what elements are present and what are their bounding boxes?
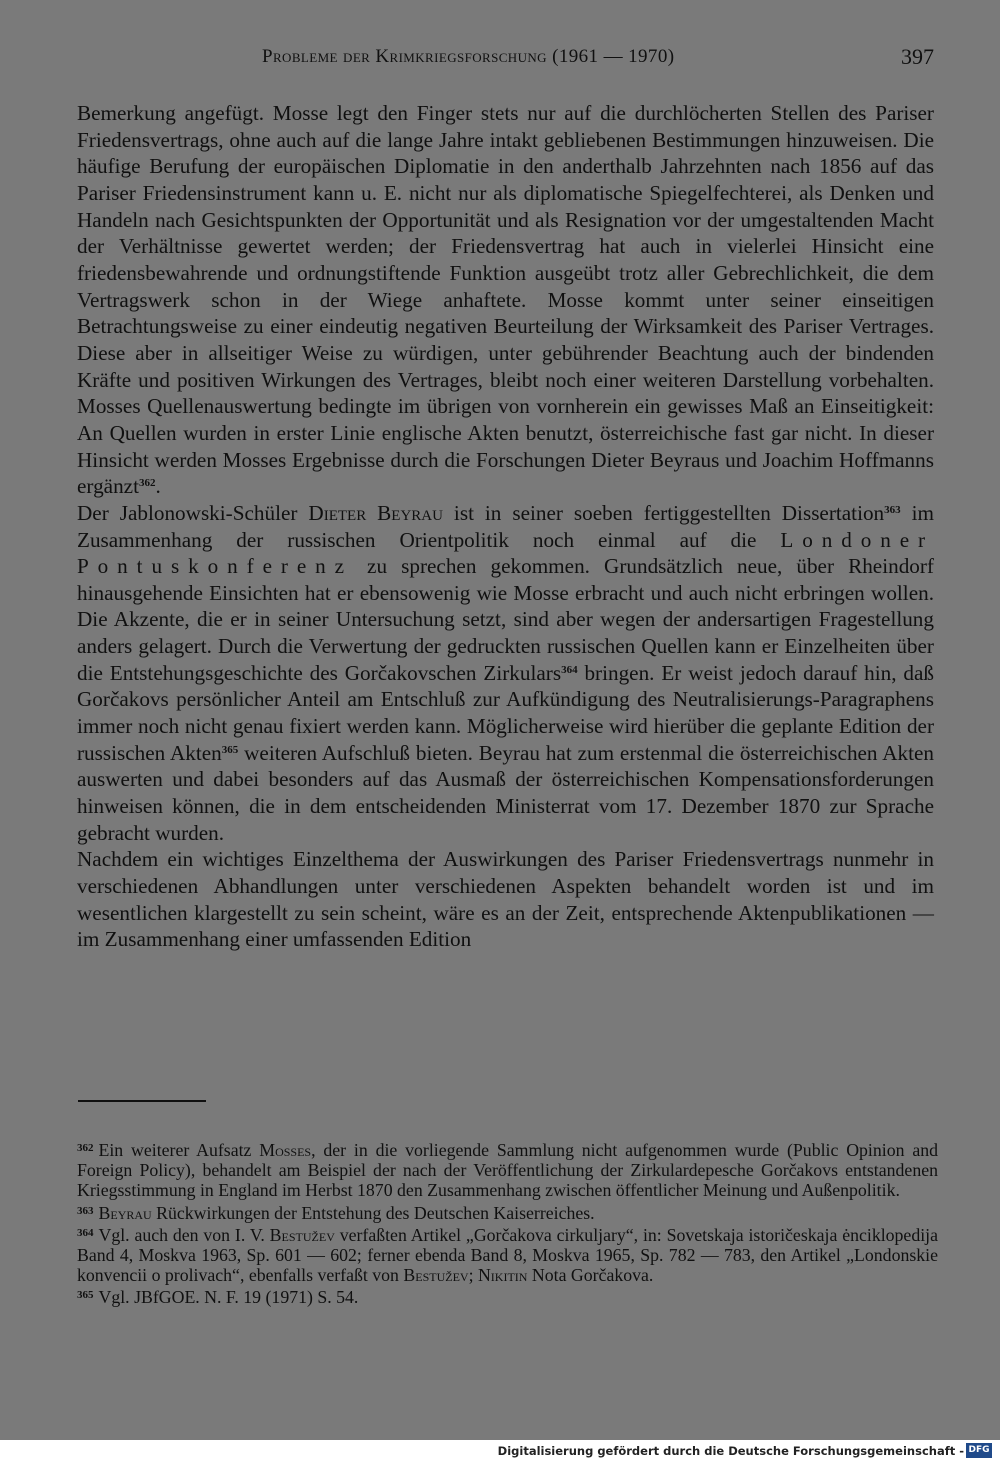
footnote-number: 364 bbox=[77, 1226, 94, 1239]
paragraph-text: ist in seiner soeben fertiggestellten Dissertation bbox=[442, 500, 885, 525]
footnote-text: ; bbox=[468, 1265, 478, 1286]
footnote-text: Nota Gorčakova. bbox=[527, 1265, 654, 1286]
paragraph bbox=[77, 846, 934, 953]
footnote-ref: 362 bbox=[138, 477, 156, 490]
paragraph bbox=[77, 500, 934, 847]
footnote-text: Vgl. JBfGOE. N. F. 19 (1971) S. 54. bbox=[98, 1287, 359, 1308]
dfg-logo[interactable]: DFG bbox=[966, 1443, 992, 1458]
paragraph-text: bringen. Er weist jedoch darauf hin, daß Gorčakovs persönlicher Anteil am Entschluß zur Aufkündigung des Neutralisierungs-Paragraphens immer noch nicht genau fixiert werden kann. Möglicherweise wird hierüber die geplante Edition der russischen Akten bbox=[77, 660, 934, 765]
author-name: Beyrau bbox=[98, 1202, 152, 1223]
page-number: 397 bbox=[901, 44, 934, 69]
paragraph-text: . bbox=[155, 474, 161, 499]
footnote-ref: 363 bbox=[884, 503, 901, 516]
emphasized-term: Londoner Pontuskonferenz bbox=[77, 527, 934, 579]
footnote-number: 363 bbox=[77, 1204, 94, 1217]
sponsor-bar bbox=[0, 1440, 1000, 1464]
author-name: Dieter Beyrau bbox=[308, 500, 443, 525]
footnote bbox=[77, 1223, 938, 1286]
paragraph-text: Nachdem ein wichtiges Einzelthema der Auswirkungen des Pariser Friedensvertrags nunmehr in verschiedenen Abhandlungen unter verschiedenen Aspekten behandelt worden ist und im wesentlichen klargestellt zu sein scheint, wäre es an der Zeit, entsprechende Aktenpublikationen — im Zusammenhang einer umfassenden Edition bbox=[77, 847, 934, 952]
footnote-ref: 364 bbox=[561, 663, 578, 676]
author-name: Nikitin bbox=[477, 1265, 528, 1286]
footnote-text: Vgl. auch den von I. V. bbox=[98, 1224, 270, 1245]
author-name: Bestužev bbox=[269, 1224, 335, 1245]
main-text bbox=[77, 100, 934, 953]
footnote-text: verfaßten Artikel „Gorčakova cirkuljary“, in: Sovetskaja istoričeskaja ėnciklopedija Band 4, Moskva 1963, Sp. 601 — 602; ferner ebenda Band 8, Moskva 1965, Sp. 782 — 783, den Artikel „Londonskie konvencii o prolivach“, ebenfalls verfaßt von bbox=[77, 1224, 938, 1286]
running-title: Probleme der Krimkriegsforschung (1961 — 1970) bbox=[262, 46, 675, 67]
footnote bbox=[77, 1201, 938, 1223]
footnote-ref: 365 bbox=[221, 743, 239, 756]
footnote bbox=[77, 1138, 938, 1201]
author-name: Bestužev bbox=[403, 1265, 469, 1286]
footnote-number: 365 bbox=[77, 1289, 94, 1302]
footnote-text: Ein weiterer Aufsatz bbox=[98, 1140, 260, 1160]
page-header bbox=[262, 46, 934, 72]
paragraph bbox=[77, 100, 934, 500]
paragraph-text: Bemerkung angefügt. Mosse legt den Finger stets nur auf die durchlöcherten Stellen des Pariser Friedensvertrags, ohne auch auf die lange Jahre intakt gebliebenen Bestimmungen hinzuweisen. Die häufige Berufung der europäischen Diplomatie in den anderthalb Jahrzehnten nach 1856 auf das Pariser Friedensinstrument kann u. E. nicht nur als diplomatische Spiegelfechterei, als Denken und Handeln nach Gesichtspunkten der Opportunität und als Resignation vor der umgestaltenden Macht der Verhältnisse gewertet werden; der Friedensvertrag hat auch in vielerlei Hinsicht eine friedensbewahrende und ordnungstiftende Funktion ausgeübt trotz aller Gebrechlichkeit, die dem Vertragswerk schon in der Wiege anhaftete. Mosse kommt unter seiner einseitigen Betrachtungsweise zu einer eindeutig negativen Beurteilung der Wirksamkeit des Pariser Vertrages. Diese aber in allseitiger Weise zu würdigen, unter gebührender Beachtung auch der bindenden Kräfte und positiven Wirkungen des Vertrages, bleibt noch einer weiteren Darstellung vorbehalten. Mosses Quellenauswertung bedingte im übrigen von vornherein ein gewisses Maß an Einseitigkeit: An Quellen wurden in erster Linie englische Akten benutzt, österreichische fast gar nicht. In dieser Hinsicht werden Mosses Ergebnisse durch die Forschungen Dieter Beyraus und Joachim Hoffmanns ergänzt bbox=[77, 101, 934, 499]
paragraph-text: weiteren Aufschluß bieten. Beyrau hat zum erstenmal die österreichischen Akten auswerten und dabei besonders auf das Ausmaß der österreichischen Kompensationsforderungen hinweisen können, die in dem entscheidenden Ministerrat vom 17. Dezember 1870 zur Sprache gebracht wurden. bbox=[77, 740, 934, 845]
footnote-text: Rückwirkungen der Entstehung des Deutschen Kaiserreiches. bbox=[151, 1202, 595, 1223]
footnote-text: , der in die vorliegende Sammlung nicht aufgenommen wurde (Public Opinion and Foreign Policy), behandelt am Beispiel der nach der Veröffentlichung der Zirkulardepesche Gorčakovs entstandenen Kriegsstimmung in England im Herbst 1870 den Zusammenhang zwischen öffentlicher Meinung und Außenpolitik. bbox=[77, 1140, 938, 1201]
sponsor-notice: Digitalisierung gefördert durch die Deutsche Forschungsgemeinschaft - bbox=[497, 1444, 964, 1458]
footnotes bbox=[77, 1138, 938, 1308]
paragraph-text: Der Jablonowski-Schüler bbox=[77, 500, 309, 525]
paragraph-text: zu sprechen gekommen. Grundsätzlich neue, über Rheindorf hinausgehende Einsichten hat er ebensowenig wie Mosse erbracht und auch nicht erbringen wollen. Die Akzente, die er in seiner Untersuchung setzt, sind aber wegen der andersartigen Fragestellung anders gelagert. Durch die Verwertung der gedruckten russischen Quellen kann er Einzelheiten über die Entstehungsgeschichte des Gorčakovschen Zirkulars bbox=[77, 554, 934, 685]
footnote-number: 362 bbox=[77, 1142, 94, 1154]
author-name: Mosses bbox=[259, 1140, 312, 1160]
footnote-divider bbox=[78, 1100, 206, 1102]
paragraph-text: im Zusammenhang der russischen Orientpolitik noch einmal auf die bbox=[77, 500, 934, 552]
footnote bbox=[77, 1285, 938, 1307]
